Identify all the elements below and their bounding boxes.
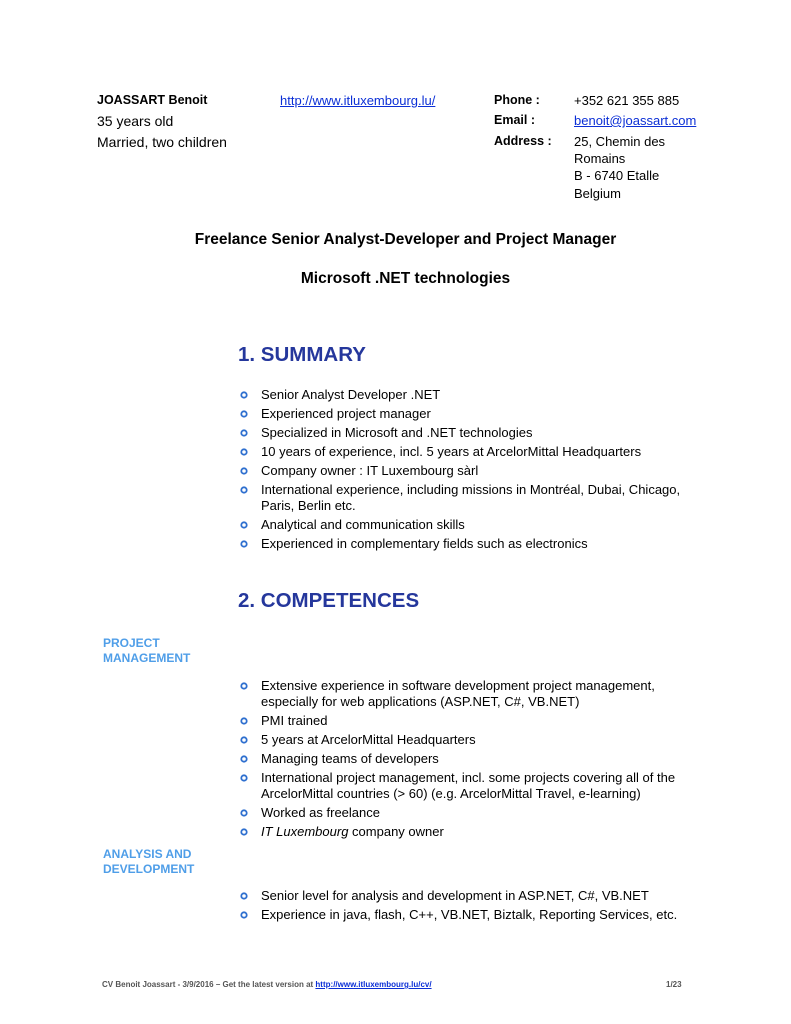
list-item-text: Experienced in complementary fields such as electronics: [261, 536, 588, 551]
cv-subheadline: Microsoft .NET technologies: [300, 270, 511, 287]
bullet-icon: [240, 521, 248, 529]
list-item: [239, 824, 699, 840]
analysis-development-list: [239, 888, 699, 926]
list-item: [239, 406, 699, 422]
address-line-1: 25, Chemin des: [574, 134, 666, 149]
list-item-text: 5 years at ArcelorMittal Headquarters: [261, 732, 476, 747]
bullet-icon: [240, 736, 248, 744]
list-item-text: Senior level for analysis and development in ASP.NET, C#, VB.NET: [261, 888, 649, 903]
bullet-icon: [240, 429, 248, 437]
bullet-icon: [240, 809, 248, 817]
list-item: [239, 888, 699, 904]
address-line-3: B - 6740 Etalle: [574, 168, 660, 183]
summary-list: [239, 387, 699, 555]
address-line-2: Romains: [574, 151, 626, 166]
list-item: [239, 463, 699, 479]
list-item-text: PMI trained: [261, 713, 328, 728]
cv-headline: Freelance Senior Analyst-Developer and Project Manager: [194, 231, 617, 248]
bullet-icon: [240, 892, 248, 900]
list-item-text: Company owner : IT Luxembourg sàrl: [261, 463, 479, 478]
company-name: IT Luxembourg: [261, 824, 349, 839]
email-link[interactable]: benoit@joassart.com: [574, 113, 697, 128]
project-management-heading: PROJECT MANAGEMENT: [103, 636, 191, 665]
list-item-text: International project management, incl. some projects covering all of the ArcelorMittal countries (> 60) (e.g. ArcelorMittal Travel, e-learning): [261, 770, 676, 801]
address-label: Address :: [494, 134, 552, 148]
list-item-text: Worked as freelance: [261, 805, 380, 820]
candidate-name: JOASSART Benoit: [97, 93, 208, 107]
bullet-icon: [240, 410, 248, 418]
bullet-icon: [240, 911, 248, 919]
analysis-development-heading: ANALYSIS AND DEVELOPMENT: [103, 847, 195, 876]
list-item: [239, 770, 699, 802]
list-item-text: International experience, including missions in Montréal, Dubai, Chicago, Paris, Berlin etc.: [261, 482, 681, 513]
bullet-icon: [240, 391, 248, 399]
list-item-text: Experience in java, flash, C++, VB.NET, Biztalk, Reporting Services, etc.: [261, 907, 678, 922]
list-item: [239, 444, 699, 460]
bullet-icon: [240, 486, 248, 494]
project-management-list: [239, 678, 699, 843]
bullet-icon: [240, 717, 248, 725]
list-item: [239, 387, 699, 403]
list-item: [239, 482, 699, 514]
list-item: [239, 732, 699, 748]
list-item-text: company owner: [348, 824, 444, 839]
list-item: [239, 751, 699, 767]
bullet-icon: [240, 448, 248, 456]
list-item: [239, 425, 699, 441]
footer-cv-link[interactable]: http://www.itluxembourg.lu/cv/: [315, 980, 432, 989]
page-number: 1/23: [666, 980, 682, 989]
list-item: [239, 805, 699, 821]
candidate-age: 35 years old: [97, 113, 174, 129]
list-item: [239, 536, 699, 552]
phone-value: +352 621 355 885: [574, 93, 680, 108]
list-item: [239, 678, 699, 710]
bullet-icon: [240, 774, 248, 782]
bullet-icon: [240, 540, 248, 548]
list-item-text: Managing teams of developers: [261, 751, 439, 766]
list-item-text: Extensive experience in software development project management, especially for web applications (ASP.NET, C#, VB.NET): [261, 678, 655, 709]
email-label: Email :: [494, 113, 535, 127]
bullet-icon: [240, 467, 248, 475]
list-item: [239, 907, 699, 923]
summary-heading: 1. SUMMARY: [238, 343, 366, 366]
bullet-icon: [240, 682, 248, 690]
website-link[interactable]: http://www.itluxembourg.lu/: [280, 93, 436, 108]
list-item-text: Experienced project manager: [261, 406, 431, 421]
footer-text: CV Benoit Joassart - 3/9/2016 – Get the latest version at: [102, 980, 316, 989]
list-item: [239, 517, 699, 533]
list-item-text: Senior Analyst Developer .NET: [261, 387, 441, 402]
bullet-icon: [240, 828, 248, 836]
address-line-4: Belgium: [574, 186, 621, 201]
list-item: [239, 713, 699, 729]
competences-heading: 2. COMPETENCES: [238, 589, 420, 612]
page-footer: [102, 980, 432, 989]
phone-label: Phone :: [494, 93, 540, 107]
bullet-icon: [240, 755, 248, 763]
list-item-text: Specialized in Microsoft and .NET technologies: [261, 425, 533, 440]
list-item-text: Analytical and communication skills: [261, 517, 465, 532]
list-item-text: 10 years of experience, incl. 5 years at ArcelorMittal Headquarters: [261, 444, 642, 459]
candidate-family-status: Married, two children: [97, 134, 227, 150]
